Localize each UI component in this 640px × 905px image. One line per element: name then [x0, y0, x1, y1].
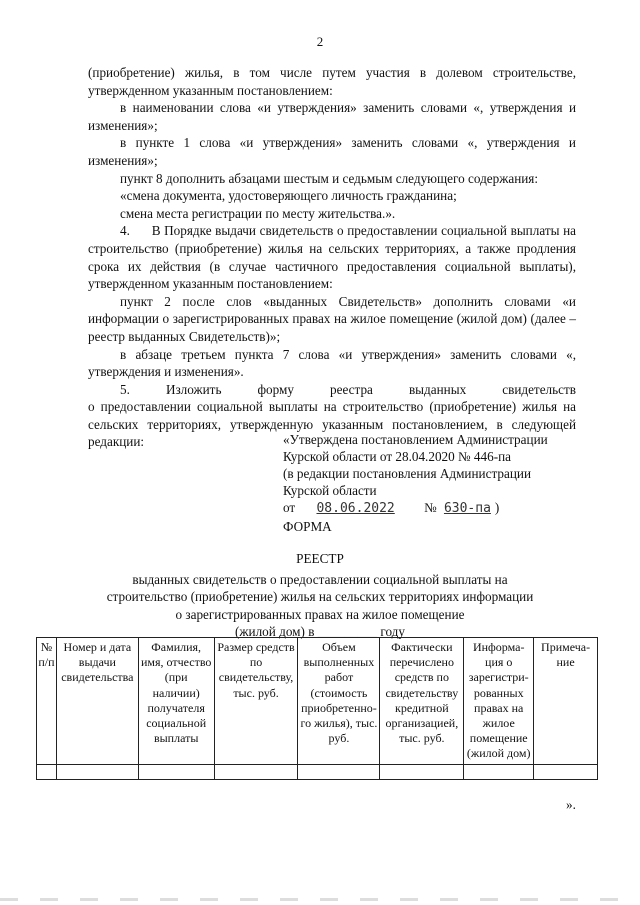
register-title-line-4: (жилой дом) в _________ году — [235, 624, 405, 640]
stamp-line-2: Курской области от 28.04.2020 № 446-па — [283, 449, 511, 464]
paragraph-4: пункт 8 дополнить абзацами шестым и седьмым следующего содержания: — [120, 170, 539, 186]
paragraph-1: (приобретение) жилья, в том числе путем участия в долевом строительстве, утвержденном указанным постановлением: — [88, 65, 576, 98]
column-header: Фактически перечислено средств по свидетельству кредитной организацией, тыс. руб. — [380, 638, 464, 765]
paragraph-9: в абзаце третьем пункта 7 слова «и утверждения» заменить словами «, утверждения и изменения». — [88, 346, 576, 380]
table-cell — [56, 764, 138, 779]
column-header: Размер средств по свидетельству, тыс. руб. — [214, 638, 298, 765]
table-row — [37, 764, 598, 779]
stamp-number: 630-па — [443, 501, 491, 516]
table-cell — [37, 764, 57, 779]
item-5-word: форму — [257, 381, 294, 397]
approval-stamp — [283, 431, 583, 517]
document-body — [88, 64, 576, 451]
item-4: 4. В Порядке выдачи свидетельств о предоставлении социальной выплаты на строительство (приобретение) жилья на сельских территориях, а также продления срока их действия (в случае частичного предоставления социальной выплаты), утвержденном указанным постановлением: — [88, 223, 576, 292]
table-cell — [464, 764, 534, 779]
column-header: Примеча-ние — [534, 638, 598, 765]
stamp-prefix: от — [283, 500, 296, 515]
register-title-line-2: строительство (приобретение) жилья на сельских территориях информации — [106, 589, 534, 605]
item-5-rest: о предоставлении социальной выплаты на строительство (приобретение) жилья на сельских территориях, утвержденную указанным постановлением, в следующей редакции: — [88, 399, 576, 450]
register-title-line-1: выданных свидетельств о предоставлении социальной выплаты на — [132, 571, 508, 587]
column-header: Информа-ция о зарегистри-рованных правах на жилое помещение (жилой дом) — [464, 638, 534, 765]
closing-quote: ». — [566, 797, 576, 812]
stamp-suffix: ) — [494, 500, 500, 515]
paragraph-2: в наименовании слова «и утверждения» заменить словами «, утверждения и изменения»; — [88, 100, 576, 133]
forma-label: ФОРМА — [283, 519, 332, 534]
stamp-date: 08.06.2022 — [316, 501, 395, 516]
column-header: Номер и дата выдачи свидетельства — [56, 638, 138, 765]
column-header: Фамилия, имя, отчество (при наличии) получателя социальной выплаты — [138, 638, 214, 765]
table-cell — [214, 764, 298, 779]
item-5-first-line — [88, 381, 576, 399]
register-heading: РЕЕСТР — [296, 551, 344, 566]
table-cell — [534, 764, 598, 779]
column-header: № п/п — [37, 638, 57, 765]
paragraph-6: смена места регистрации по месту жительства.». — [120, 205, 396, 221]
stamp-line-3: (в редакции постановления Администрации — [283, 466, 531, 481]
scan-artifact — [0, 898, 640, 901]
table-cell — [298, 764, 380, 779]
paragraph-8: пункт 2 после слов «выданных Свидетельств» дополнить словами «и информации о зарегистрированных правах на жилое помещение (жилой дом) (далее – реестр выданных Свидетельств)»; — [88, 293, 576, 344]
paragraph-5: «смена документа, удостоверяющего личность гражданина; — [120, 188, 457, 204]
stamp-number-label: № — [424, 500, 437, 515]
register-title-line-3: о зарегистрированных правах на жилое помещение — [175, 606, 465, 622]
table-cell — [380, 764, 464, 779]
page-number: 2 — [316, 34, 324, 49]
register-title — [0, 550, 640, 641]
table-header-row — [37, 638, 598, 765]
item-5-word: свидетельств — [502, 381, 576, 397]
stamp-line-1: «Утверждена постановлением Администрации — [283, 432, 548, 447]
item-5-word: Изложить — [165, 381, 222, 397]
register-table — [36, 637, 598, 780]
column-header: Объем выполненных работ (стоимость приобретенно-го жилья), тыс. руб. — [298, 638, 380, 765]
stamp-line-5 — [283, 499, 583, 517]
item-5-word: выданных — [408, 381, 467, 397]
table-cell — [138, 764, 214, 779]
paragraph-3: в пункте 1 слова «и утверждения» заменить словами «, утверждения и изменения»; — [88, 135, 576, 168]
stamp-line-4: Курской области — [283, 483, 377, 498]
item-5-word: 5. — [120, 381, 130, 397]
item-5-word: реестра — [330, 381, 373, 397]
